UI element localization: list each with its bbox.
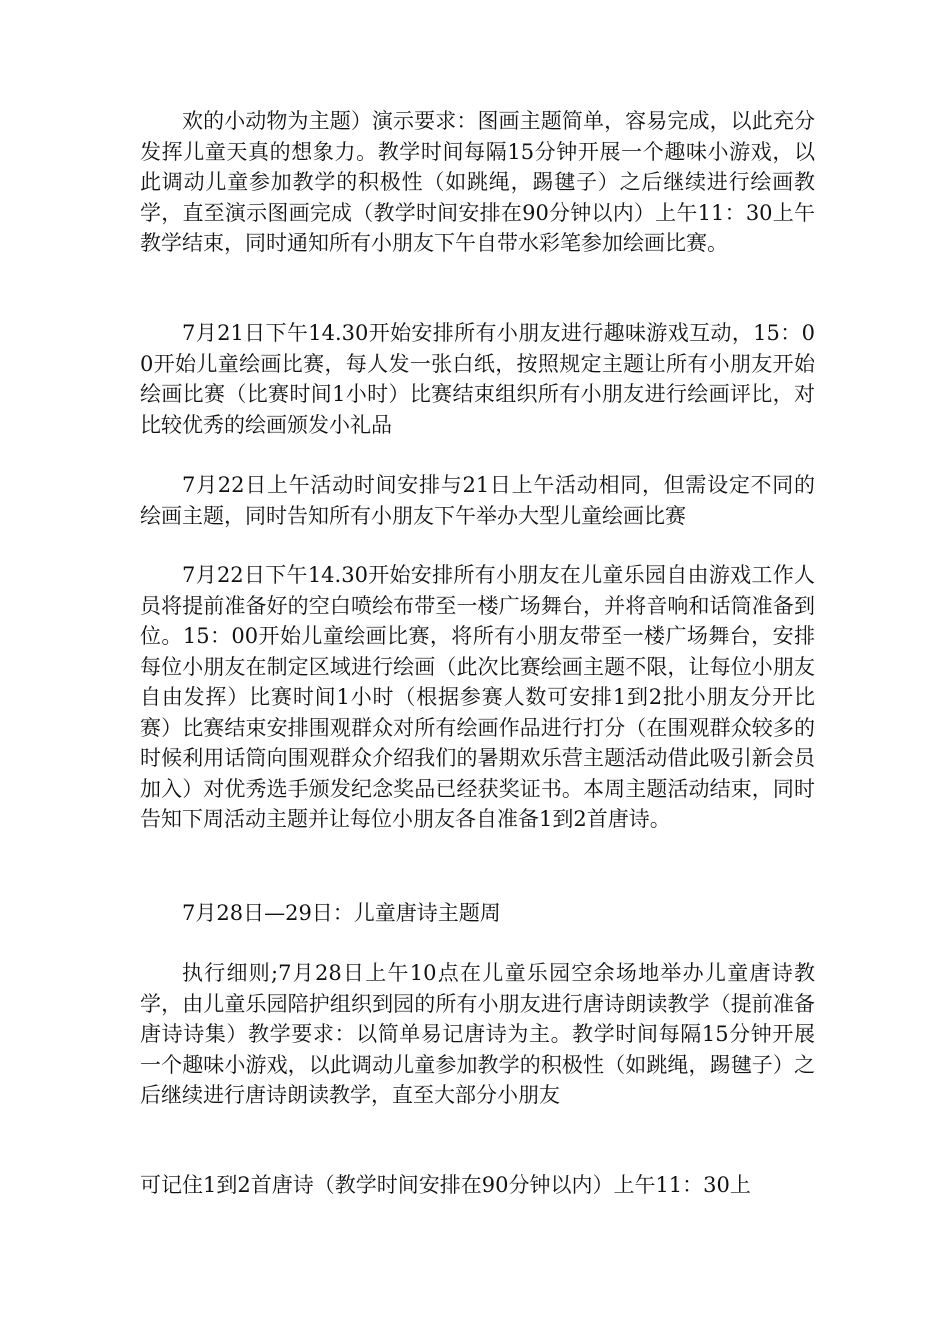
- paragraph-execution-details: 执行细则;7月28日上午10点在儿童乐园空余场地举办儿童唐诗教学，由儿童乐园陪护组织到园的所有小朋友进行唐诗朗读教学（提前准备唐诗诗集）教学要求：以简单易记唐诗为主。教学时间每隔15分钟开展一个趣味小游戏，以此调动儿童参加教学的积极性（如跳绳，踢毽子）之后继续进行唐诗朗读教学，直至大部分小朋友: [140, 961, 815, 1107]
- paragraph-july-22-morning: 7月22日上午活动时间安排与21日上午活动相同，但需设定不同的绘画主题，同时告知所有小朋友下午举办大型儿童绘画比赛: [140, 473, 815, 528]
- paragraph-continuation: 可记住1到2首唐诗（教学时间安排在90分钟以内）上午11：30上: [140, 1173, 751, 1197]
- paragraph-july-21-afternoon: 7月21日下午14.30开始安排所有小朋友进行趣味游戏互动，15：00开始儿童绘画比赛，每人发一张白纸，按照规定主题让所有小朋友开始绘画比赛（比赛时间1小时）比赛结束组织所有小朋友进行绘画评比，对比较优秀的绘画颁发小礼品: [140, 321, 815, 437]
- section-heading-poetry-week: 7月28日—29日：儿童唐诗主题周: [182, 901, 501, 925]
- paragraph-july-22-afternoon: 7月22日下午14.30开始安排所有小朋友在儿童乐园自由游戏工作人员将提前准备好的空白喷绘布带至一楼广场舞台，并将音响和话筒准备到位。15：00开始儿童绘画比赛，将所有小朋友带至一楼广场舞台，安排每位小朋友在制定区域进行绘画（此次比赛绘画主题不限，让每位小朋友自由发挥）比赛时间1小时（根据参赛人数可安排1到2批小朋友分开比赛）比赛结束安排围观群众对所有绘画作品进行打分（在围观群众较多的时候利用话筒向围观群众介绍我们的暑期欢乐营主题活动借此吸引新会员加入）对优秀选手颁发纪念奖品已经获奖证书。本周主题活动结束，同时告知下周活动主题并让每位小朋友各自准备1到2首唐诗。: [140, 563, 815, 831]
- paragraph-drawing-demo: 欢的小动物为主题）演示要求：图画主题简单，容易完成，以此充分发挥儿童天真的想象力。教学时间每隔15分钟开展一个趣味小游戏，以此调动儿童参加教学的积极性（如跳绳，踢毽子）之后继续进行绘画教学，直至演示图画完成（教学时间安排在90分钟以内）上午11：30上午教学结束，同时通知所有小朋友下午自带水彩笔参加绘画比赛。: [140, 109, 815, 255]
